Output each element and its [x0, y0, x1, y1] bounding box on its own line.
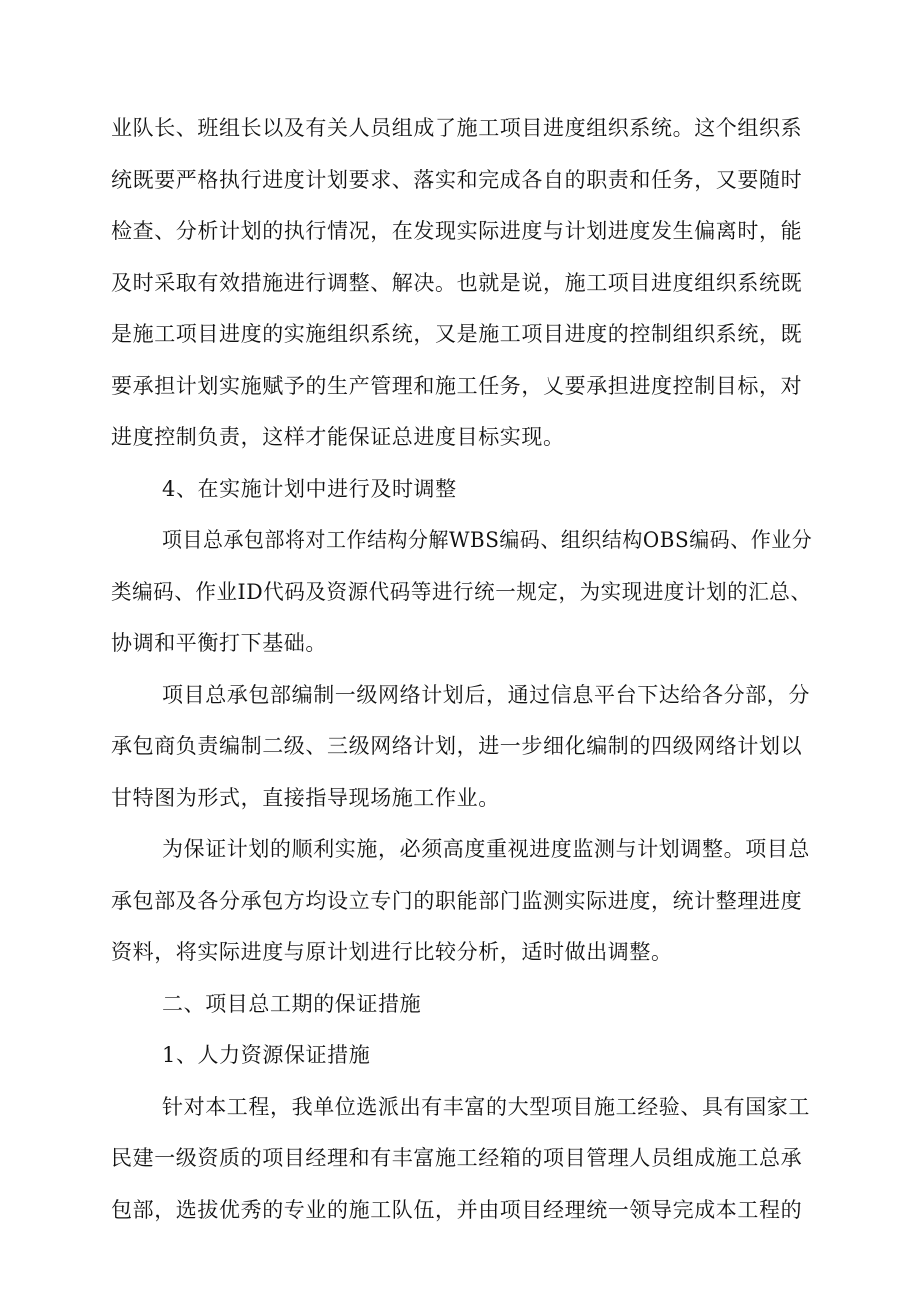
text-line: 民建一级资质的项目经理和有丰富施工经箱的项目管理人员组成施工总承 [111, 1146, 803, 1170]
section-heading: 4、在实施计划中进行及时调整 [162, 477, 457, 501]
text-line: 针对本工程，我单位选派出有丰富的大型项目施工经验、具有国家工 [162, 1095, 810, 1119]
text-line: 承包商负责编制二级、三级网络计划，进一步细化编制的四级网络计划以 [111, 734, 803, 758]
text-line: 项目总承包部将对工作结构分解WBS编码、组织结构OBS编码、作业分 [162, 528, 813, 552]
text-line: 检查、分析计划的执行情况，在发现实际进度与计划进度发生偏离时，能 [111, 219, 803, 243]
text-line: 项目总承包部编制一级网络计划后，通过信息平台下达给各分部，分 [162, 683, 810, 707]
text-line: 类编码、作业ID代码及资源代码等进行统一规定，为实现进度计划的汇总、 [111, 580, 812, 604]
text-line: 及时采取有效措施进行调整、解决。也就是说，施工项目进度组织系统既 [111, 271, 803, 295]
text-line: 资料，将实际进度与原计划进行比较分析，适时做出调整。 [111, 940, 673, 964]
text-line: 统既要严格执行进度计划要求、落实和完成各自的职责和任务，又要随时 [111, 168, 803, 192]
text-line: 进度控制负责，这样才能保证总进度目标实现。 [111, 425, 565, 449]
text-line: 甘特图为形式，直接指导现场施工作业。 [111, 786, 500, 810]
section-heading: 1、人力资源保证措施 [162, 1043, 371, 1067]
text-line: 包部，选拔优秀的专业的施工队伍，并由项目经理统一领导完成本工程的 [111, 1198, 803, 1222]
text-line: 业队长、班组长以及有关人员组成了施工项目进度组织系统。这个组织系 [111, 116, 803, 140]
text-line: 是施工项目进度的实施组织系统，又是施工项目进度的控制组织系统，既 [111, 322, 803, 346]
text-line: 为保证计划的顺利实施，必须高度重视进度监测与计划调整。项目总 [162, 837, 810, 861]
text-line: 承包部及各分承包方均设立专门的职能部门监测实际进度，统计整理进度 [111, 889, 803, 913]
text-line: 协调和平衡打下基础。 [111, 631, 327, 655]
text-line: 要承担计划实施赋予的生产管理和施工任务，乂要承担进度控制目标，对 [111, 374, 803, 398]
section-heading: 二、项目总工期的保证措施 [162, 992, 422, 1016]
